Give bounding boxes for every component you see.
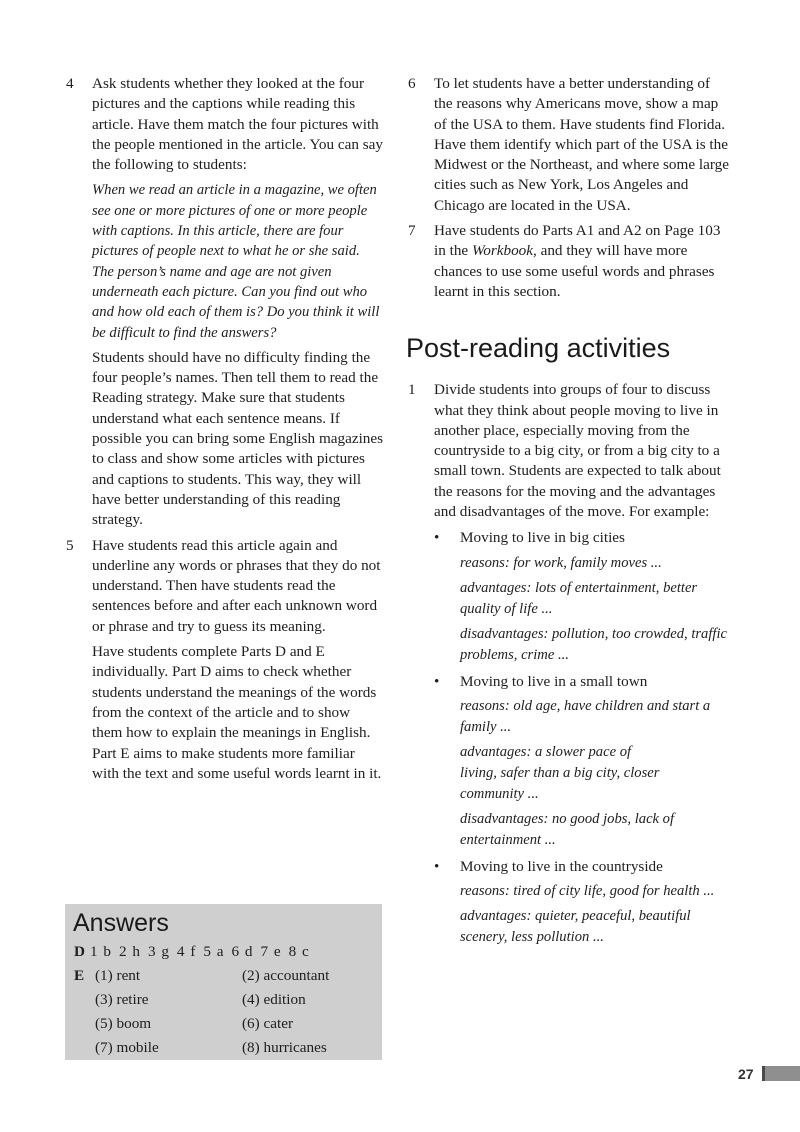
- reasons-line: reasons: tired of city life, good for health ...: [460, 883, 715, 900]
- answer-d-5: 5 a: [203, 943, 225, 960]
- page-marker-tick: [762, 1066, 765, 1081]
- item-number: 5: [66, 536, 74, 554]
- bullet-item-big-cities: [434, 528, 732, 665]
- reasons-line: reasons: old age, have children and start a family ...: [460, 697, 711, 735]
- page-marker-bar: [762, 1066, 800, 1081]
- bullet-title: Moving to live in big cities: [460, 529, 625, 547]
- answer-e-2: (2) accountant: [242, 967, 330, 984]
- item-number: 1: [408, 381, 416, 399]
- part-d-label: D: [74, 943, 85, 960]
- instruction-item-5: [66, 536, 384, 785]
- answers-title: Answers: [73, 909, 169, 937]
- workbook-title: Workbook: [471, 242, 533, 260]
- bullet-title: Moving to live in the countryside: [460, 857, 663, 875]
- answers-box: [65, 904, 382, 1060]
- instruction-text: [434, 221, 732, 302]
- instruction-item-6: [408, 74, 732, 216]
- answer-e-7: (7) mobile: [95, 1039, 159, 1056]
- section-heading: Post-reading activities: [406, 333, 671, 364]
- bullet-title: Moving to live in a small town: [460, 672, 648, 690]
- answers-part-d: [74, 942, 317, 962]
- answer-e-5: (5) boom: [95, 1015, 152, 1032]
- answer-d-2: 2 h: [118, 943, 141, 960]
- bullet-icon: •: [434, 529, 440, 547]
- page-number: 27: [738, 1066, 754, 1082]
- answer-e-4: (4) edition: [242, 991, 306, 1008]
- disadvantages-line: disadvantages: pollution, too crowded, traffic problems, crime ...: [460, 625, 727, 663]
- teacher-script-quote: When we read an article in a magazine, we often see one or more pictures of one or more people with captions. In this article, there are four pictures of people next to what he or she said. The person’s name and age are not given underneath each picture. Can you find out who and how old each of them is? Do you think it will be difficult to find the answers?: [92, 182, 380, 341]
- advantages-line: advantages: a slower pace of living, safer than a big city, closer community ...: [460, 743, 660, 802]
- item-number: 7: [408, 222, 416, 240]
- right-column: [408, 74, 732, 952]
- answer-d-6: 6 d: [231, 943, 254, 960]
- left-column: [66, 74, 384, 789]
- bullet-item-small-town: [434, 672, 732, 851]
- advantages-line: advantages: quieter, peaceful, beautiful scenery, less pollution ...: [460, 908, 691, 946]
- instruction-text: Students should have no difficulty finding the four people’s names. Then tell them to read the Reading strategy. Make sure that students understand what each sentence means. If possible you can bring some English magazines to class and show some articles with pictures and captions to students. This way, they will have better understanding of this reading strategy.: [92, 348, 384, 529]
- part-e-label: E: [74, 967, 85, 984]
- instruction-text-part: , and they will have more chances to use some useful words and phrases learnt in this section.: [434, 242, 715, 300]
- instruction-text: To let students have a better understanding of the reasons why Americans move, show a map of the USA to them. Have students find Florida. Have them identify which part of the USA is the Midwest or the Northeast, and where some large cities such as New York, Los Angeles and Chicago are located in the USA.: [434, 75, 729, 214]
- instruction-text: Ask students whether they looked at the four pictures and the captions while reading this article. Have them match the four pictures with the people mentioned in the article. You can say the following to students:: [92, 75, 384, 174]
- instruction-item-4: [66, 74, 384, 531]
- advantages-line: advantages: lots of entertainment, better quality of life ...: [460, 579, 698, 617]
- answer-d-1: 1 b: [89, 943, 112, 960]
- post-reading-item-1: [408, 380, 732, 948]
- item-number: 4: [66, 75, 74, 92]
- instruction-text-part: Have students do Parts A1 and A2 on Page 103 in the: [434, 222, 721, 260]
- answer-e-6: (6) cater: [242, 1015, 294, 1032]
- answer-e-8: (8) hurricanes: [242, 1039, 327, 1056]
- bullet-icon: •: [434, 672, 440, 690]
- instruction-item-7: [408, 221, 732, 302]
- reasons-line: reasons: for work, family moves ...: [460, 554, 662, 571]
- answer-d-8: 8 c: [288, 943, 310, 960]
- bullet-item-countryside: [434, 857, 732, 948]
- answer-e-3: (3) retire: [95, 991, 149, 1008]
- instruction-text: Have students read this article again and underline any words or phrases that they do not understand. Then have students read the sentences before and after each unknown word or phrase and try to guess its meaning.: [92, 536, 381, 635]
- item-number: 6: [408, 75, 416, 92]
- instruction-text: Divide students into groups of four to discuss what they think about people moving to live in another place, especially moving from the countryside to a big city, or from a big city to a small town. Students are expected to talk about the reasons for the moving and the advantages and disadvantages of the move. For example:: [434, 381, 721, 521]
- answer-d-7: 7 e: [260, 943, 282, 960]
- answer-e-1: (1) rent: [95, 967, 141, 984]
- answer-d-4: 4 f: [176, 943, 197, 960]
- bullet-icon: •: [434, 857, 440, 875]
- disadvantages-line: disadvantages: no good jobs, lack of entertainment ...: [460, 810, 675, 848]
- answer-d-3: 3 g: [147, 943, 170, 960]
- instruction-text: Have students complete Parts D and E individually. Part D aims to check whether students understand the meanings of the words from the context of the article and to show them how to explain the meanings in English. Part E aims to make students more familiar with the text and some useful words learnt in it.: [92, 643, 382, 782]
